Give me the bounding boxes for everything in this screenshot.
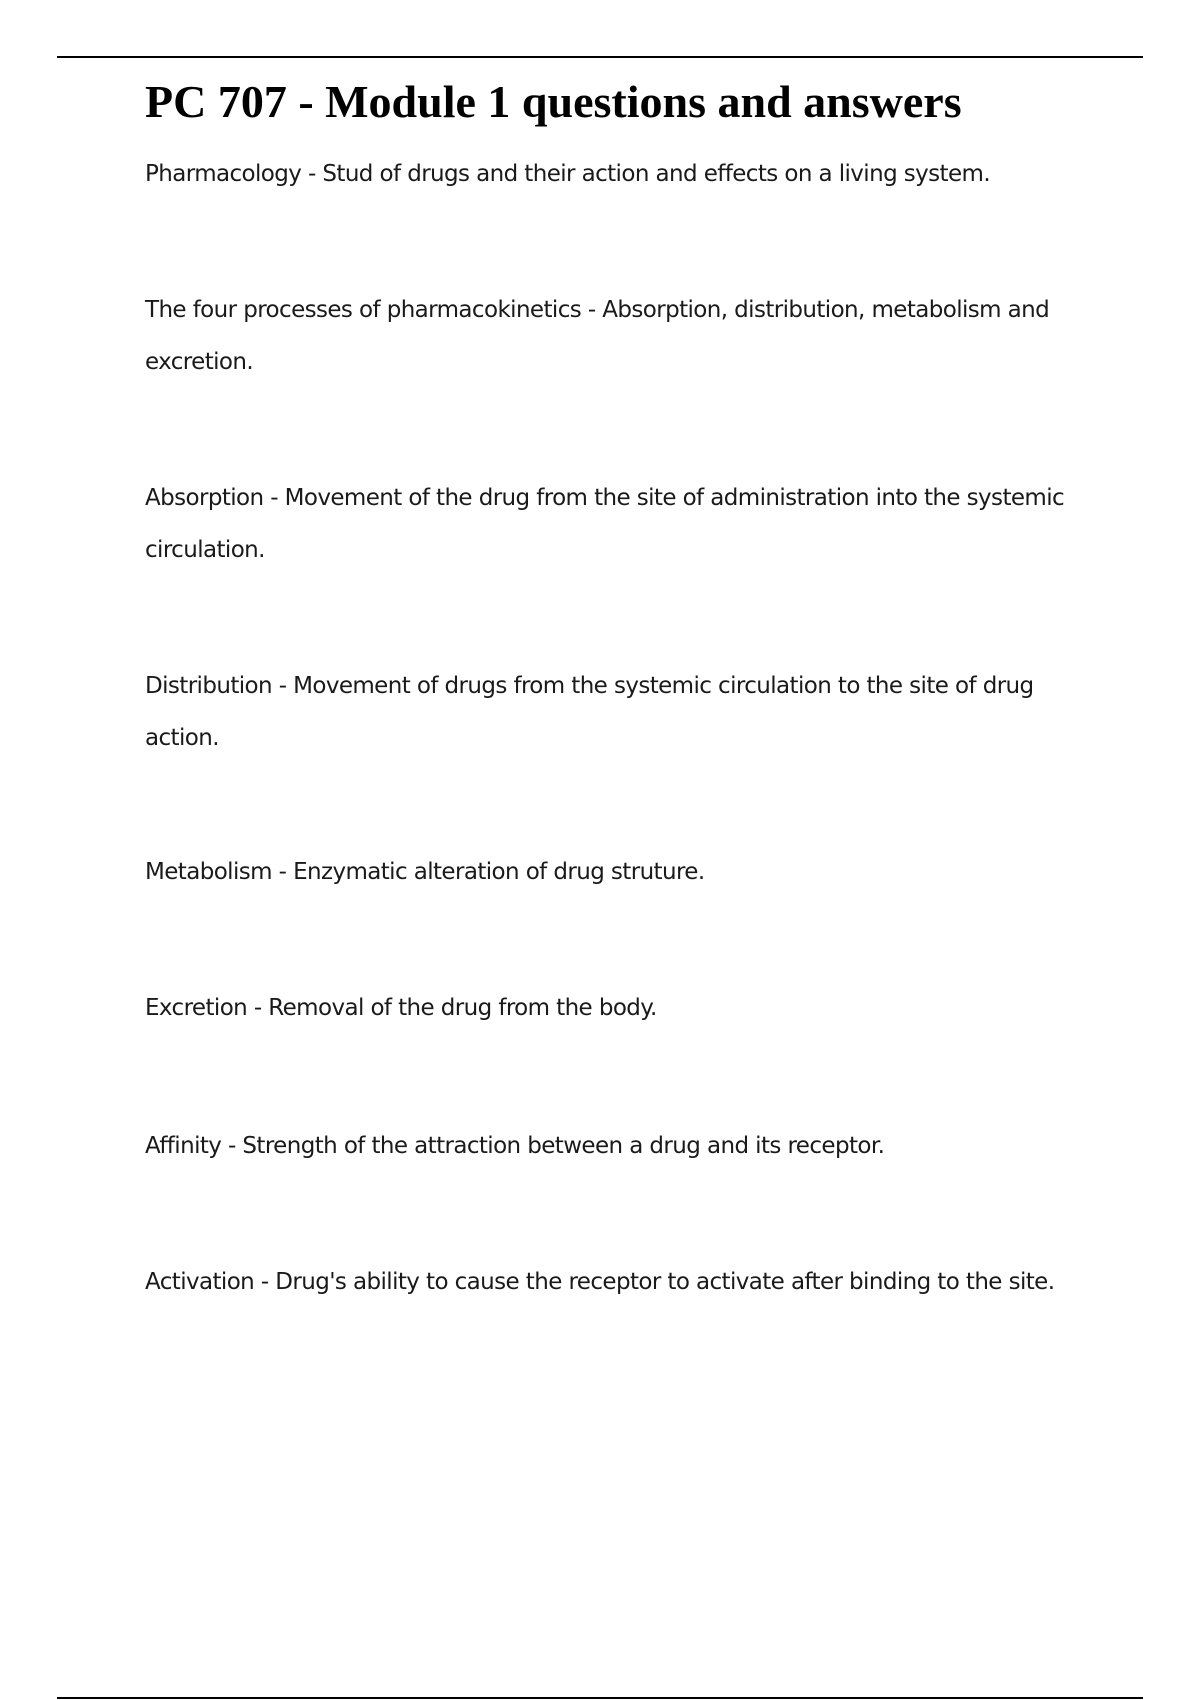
qa-entry-metabolism: Metabolism - Enzymatic alteration of drug struture.	[145, 859, 705, 885]
qa-entry-pharmacology: Pharmacology - Stud of drugs and their action and effects on a living system.	[145, 161, 991, 187]
qa-entry-pharmacokinetics: The four processes of pharmacokinetics - Absorption, distribution, metabolism and excretion.	[145, 297, 1050, 375]
qa-entry-affinity: Affinity - Strength of the attraction between a drug and its receptor.	[145, 1133, 885, 1159]
top-rule	[57, 56, 1143, 58]
qa-entry-absorption: Absorption - Movement of the drug from the site of administration into the systemic circulation.	[145, 485, 1065, 563]
page-title: PC 707 - Module 1 questions and answers	[145, 76, 962, 127]
qa-entry-activation: Activation - Drug's ability to cause the receptor to activate after binding to the site.	[145, 1269, 1055, 1295]
qa-entry-excretion: Excretion - Removal of the drug from the body.	[145, 995, 657, 1021]
qa-entry-distribution: Distribution - Movement of drugs from the systemic circulation to the site of drug action.	[145, 673, 1034, 751]
bottom-rule	[57, 1697, 1143, 1699]
